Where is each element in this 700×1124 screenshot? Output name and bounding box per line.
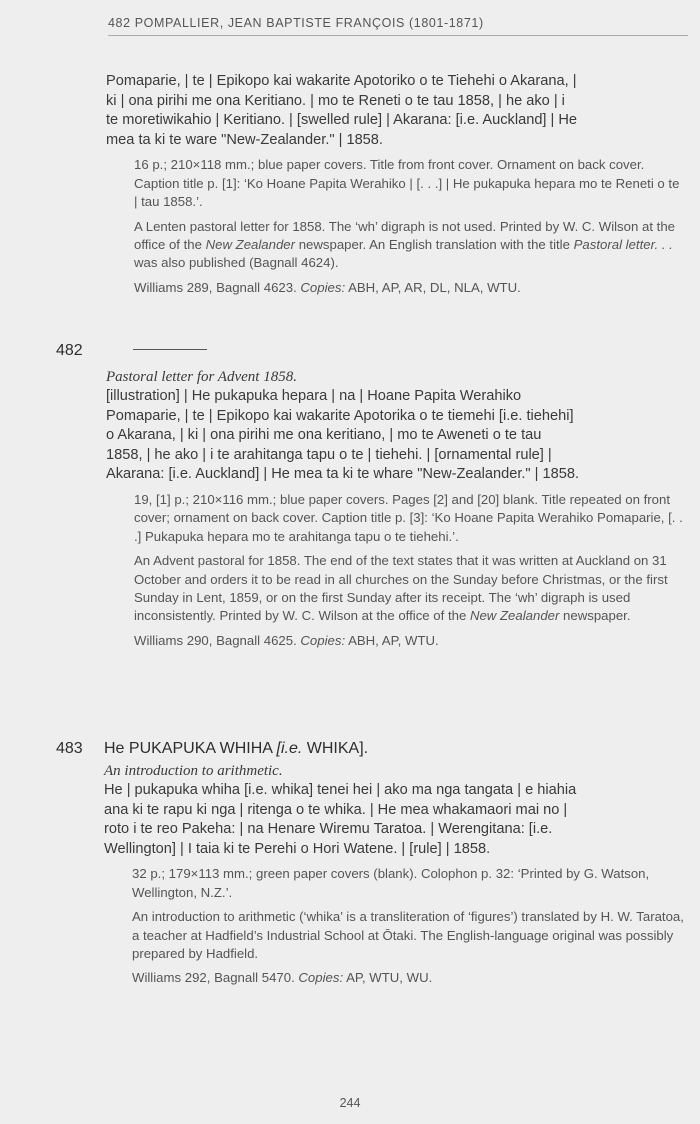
title-line: Akarana: [i.e. Auckland] | He mea ta ki te whare "New-Zealander." | 1858. [106,466,580,483]
title-line: mea ta ki te ware "New-Zealander." | 1858. [106,131,383,148]
heading-text: He PUKAPUKA WHIHA [104,740,273,757]
note-text: A Lenten pastoral letter for 1858. The ‘wh’ digraph is not used. Printed by W. C. Wilson at the office of the [134,218,675,252]
entry-481-title [106,72,686,150]
entry-483-title [104,781,684,859]
entry-481-note [134,218,686,273]
note-text: An Advent pastoral for 1858. The end of the text states that it was written at Auckland on 31 October and orders it to be read in all churches on the Sunday before Christmas, or the first Sunday in Lent, 1859, or on the first Sunday after its receipt. The ‘wh’ digraph is used inconsistently. Printed by W. C. Wilson at the office of the [134,553,668,624]
entry-481 [106,72,686,297]
entry-482-note [134,552,686,626]
entry-483-subtitle: An introduction to arithmetic. [104,763,283,779]
note-text: was also published (Bagnall 4624). [134,255,339,271]
title-line: 1858, | he ako | i te arahitanga tapu o te | tiehehi. | [ornamental rule] | [106,446,552,463]
entry-483-number: 483 [56,740,83,757]
entry-483-note: An introduction to arithmetic (‘whika’ is a transliteration of ‘figures’) translated by H. W. Taratoa, a teacher at Hadfield’s Industrial School at Ōtaki. The English-language original was possibly prepared by Hadfield. [132,909,684,961]
copies-list: ABH, AP, WTU. [348,632,439,648]
refs-text: Williams 292, Bagnall 5470. [132,970,295,986]
title-line: He | pukapuka whiha [i.e. whika] tenei hei | ako ma nga tangata | e hiahia [104,782,577,798]
entry-number: 482 [56,342,83,359]
title-line: [illustration] | He pukapuka hepara | na | Hoane Papita Werahiko [106,388,522,404]
heading-ie: [i.e. [276,740,303,757]
entry-482-refs [134,632,686,650]
note-italic: New Zealander [469,608,560,624]
copies-list: AP, WTU, WU. [346,970,433,986]
entry-482-physical: 19, [1] p.; 210×116 mm.; blue paper covers. Pages [2] and [20] blank. Title repeated on front cover; ornament on back cover. Caption title p. [3]: ‘Ko Hoane Papita Werahiko Pomaparie, [. . .] Pukapuka hepara mo te arahitanga tapu o te tiehehi.’. [134,491,683,544]
copies-list: ABH, AP, AR, DL, NLA, WTU. [348,279,521,295]
title-line: roto i te reo Pakeha: | na Henare Wiremu Taratoa. | Werengitana: [i.e. [104,821,553,838]
title-line: te moretiwikahio | Keritiano. | [swelled rule] | Akarana: [i.e. Auckland] | He [106,112,578,129]
entry-483-heading [104,740,684,758]
entry-483-physical: 32 p.; 179×113 mm.; green paper covers (blank). Colophon p. 32: ‘Printed by G. Watson, Wellington, N.Z.’. [132,866,650,900]
title-line: Wellington] | I taia ki te Perehi o Hori Watene. | [rule] | 1858. [104,840,491,857]
note-text: newspaper. [559,608,631,624]
copies-label: Copies: [298,970,344,986]
copies-label: Copies: [300,279,346,295]
entry-482-title [106,387,686,485]
title-line: Pomaparie, | te | Epikopo kai wakarite Apotorika o te tiemehi [i.e. tiehehi] [106,407,574,424]
title-line: ki | ona pirihi me ona Keritiano. | mo te Reneti o te tau 1858, | he ako | i [106,92,565,109]
note-text: newspaper. An English translation with the title [295,237,574,252]
entry-482 [106,367,686,650]
entry-483-refs [132,969,684,987]
page-number: 244 [339,1096,361,1110]
refs-text: Williams 290, Bagnall 4625. [134,632,297,648]
entry-483 [104,740,684,988]
note-italic: New Zealander [205,237,296,252]
entry-481-physical: 16 p.; 210×118 mm.; blue paper covers. Title from front cover. Ornament on back cover. Caption title p. [1]: ‘Ko Hoane Papita Werahiko | [. . .] | He pukapuka hepara mo te Reneti o te | tau 1858.’. [134,157,680,210]
copies-label: Copies: [300,632,346,648]
title-line: o Akarana, | ki | ona pirihi me ona keritiano, | mo te Aweneti o te tau [106,427,542,444]
heading-tail: WHIKA]. [306,740,369,757]
entry-481-refs [134,279,686,297]
refs-text: Williams 289, Bagnall 4623. [134,279,297,295]
repeat-author-dash [133,349,207,350]
title-line: ana ki te rapu ki nga | ritenga o te whika. | He mea whakamaori mai no | [104,801,568,818]
entry-482-number [56,342,207,360]
title-line: Pomaparie, | te | Epikopo kai wakarite Apotoriko o te Tiehehi o Akarana, | [106,73,577,89]
note-italic: Pastoral letter. . . [573,237,673,252]
running-head: 482 POMPALLIER, JEAN BAPTISTE FRANÇOIS (1801-1871) [108,16,688,36]
entry-482-subtitle: Pastoral letter for Advent 1858. [106,369,297,385]
